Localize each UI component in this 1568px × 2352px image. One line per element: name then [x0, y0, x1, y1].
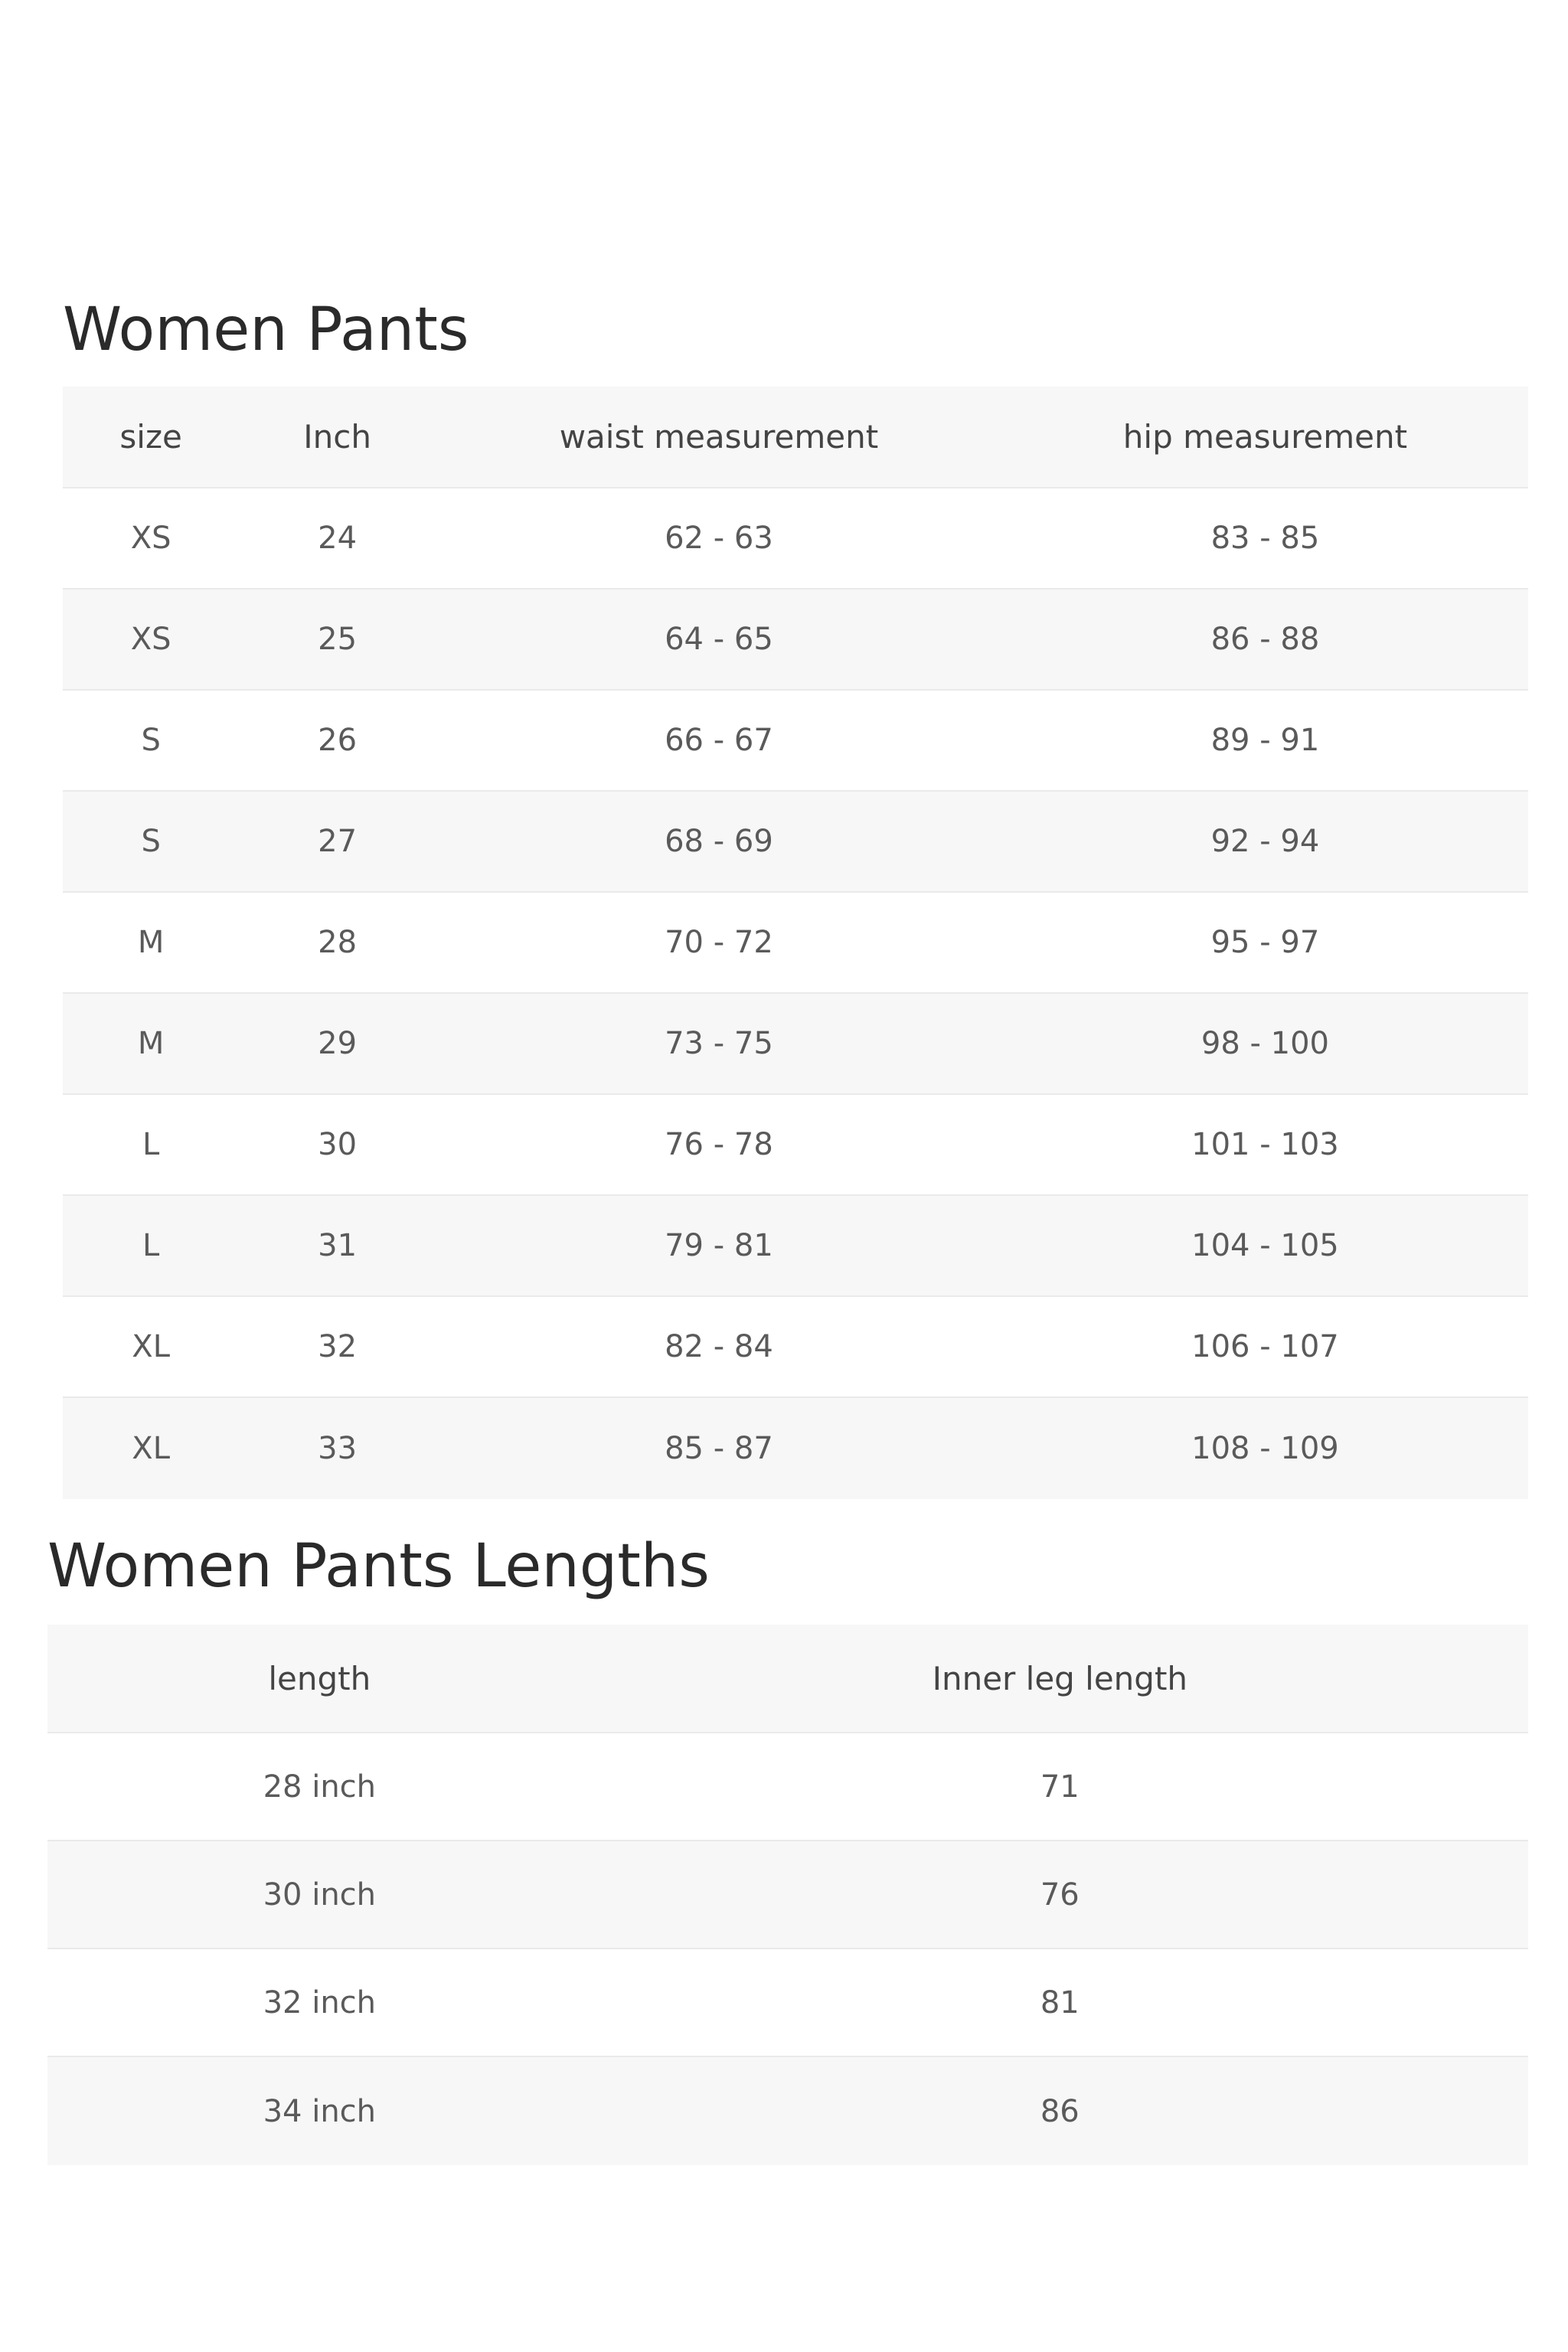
cell-size: XS [130, 521, 172, 556]
cell-inch: 29 [318, 1026, 358, 1061]
cell-hip: 86 - 88 [1210, 622, 1320, 657]
cell-inner-leg-length: 76 [1040, 1877, 1080, 1913]
cell-size: XL [132, 1431, 170, 1466]
cell-size: S [141, 723, 161, 758]
size-table-row [63, 792, 1528, 893]
size-table-row [63, 994, 1528, 1095]
cell-size: XL [132, 1329, 170, 1364]
cell-inner-leg-length: 81 [1040, 1984, 1080, 2020]
cell-hip: 95 - 97 [1210, 925, 1320, 960]
size-table-row [63, 590, 1528, 691]
size-table-row [63, 1095, 1528, 1196]
size-table-row [63, 893, 1528, 994]
column-header-hip: hip measurement [1122, 418, 1408, 456]
cell-inch: 24 [318, 521, 358, 556]
size-table-row [63, 691, 1528, 792]
cell-length: 34 inch [263, 2093, 377, 2129]
cell-waist: 64 - 65 [665, 622, 773, 657]
women-pants-lengths-title: Women Pants Lengths [47, 1532, 710, 1601]
cell-inch: 32 [318, 1329, 358, 1364]
cell-hip: 101 - 103 [1191, 1127, 1339, 1162]
cell-waist: 76 - 78 [665, 1127, 773, 1162]
cell-hip: 98 - 100 [1200, 1026, 1329, 1061]
cell-waist: 62 - 63 [665, 521, 773, 556]
cell-hip: 108 - 109 [1191, 1431, 1339, 1466]
length-table-row [47, 1733, 1528, 1841]
cell-inner-leg-length: 86 [1040, 2093, 1080, 2129]
cell-waist: 68 - 69 [665, 824, 773, 859]
cell-hip: 106 - 107 [1191, 1329, 1339, 1364]
cell-size: M [137, 1026, 165, 1061]
cell-size: XS [130, 622, 172, 657]
women-pants-size-table [63, 387, 1528, 1499]
women-pants-title: Women Pants [63, 296, 469, 364]
column-header-waist: waist measurement [559, 418, 879, 456]
cell-hip: 92 - 94 [1210, 824, 1320, 859]
size-table-row [63, 488, 1528, 590]
cell-inch: 33 [318, 1431, 358, 1466]
column-header-length: length [268, 1659, 371, 1697]
pants-header-row [63, 387, 1528, 488]
cell-size: S [141, 824, 161, 859]
length-table-row [47, 1949, 1528, 2057]
column-header-inner-leg-length: Inner leg length [932, 1659, 1188, 1697]
cell-inner-leg-length: 71 [1040, 1769, 1080, 1805]
cell-inch: 26 [318, 723, 358, 758]
cell-inch: 25 [318, 622, 358, 657]
column-header-inch: Inch [303, 418, 371, 456]
size-table-row [63, 1297, 1528, 1398]
cell-inch: 27 [318, 824, 358, 859]
length-table-row [47, 1841, 1528, 1949]
cell-inch: 31 [318, 1228, 358, 1263]
women-pants-lengths-table [47, 1625, 1528, 2165]
cell-size: L [142, 1228, 160, 1263]
cell-waist: 85 - 87 [665, 1431, 773, 1466]
cell-waist: 79 - 81 [665, 1228, 773, 1263]
cell-waist: 82 - 84 [665, 1329, 773, 1364]
cell-hip: 104 - 105 [1191, 1228, 1339, 1263]
cell-length: 32 inch [263, 1984, 377, 2020]
cell-size: L [142, 1127, 160, 1162]
cell-size: M [137, 925, 165, 960]
length-table-row [47, 2057, 1528, 2165]
cell-hip: 83 - 85 [1210, 521, 1320, 556]
size-table-row [63, 1196, 1528, 1297]
cell-inch: 28 [318, 925, 358, 960]
cell-waist: 70 - 72 [665, 925, 773, 960]
cell-length: 28 inch [263, 1769, 377, 1805]
lengths-header-row [47, 1625, 1528, 1733]
column-header-size: size [119, 418, 182, 456]
cell-length: 30 inch [263, 1877, 377, 1913]
cell-inch: 30 [318, 1127, 358, 1162]
cell-waist: 73 - 75 [665, 1026, 773, 1061]
cell-waist: 66 - 67 [665, 723, 773, 758]
cell-hip: 89 - 91 [1210, 723, 1320, 758]
size-table-row [63, 1398, 1528, 1499]
